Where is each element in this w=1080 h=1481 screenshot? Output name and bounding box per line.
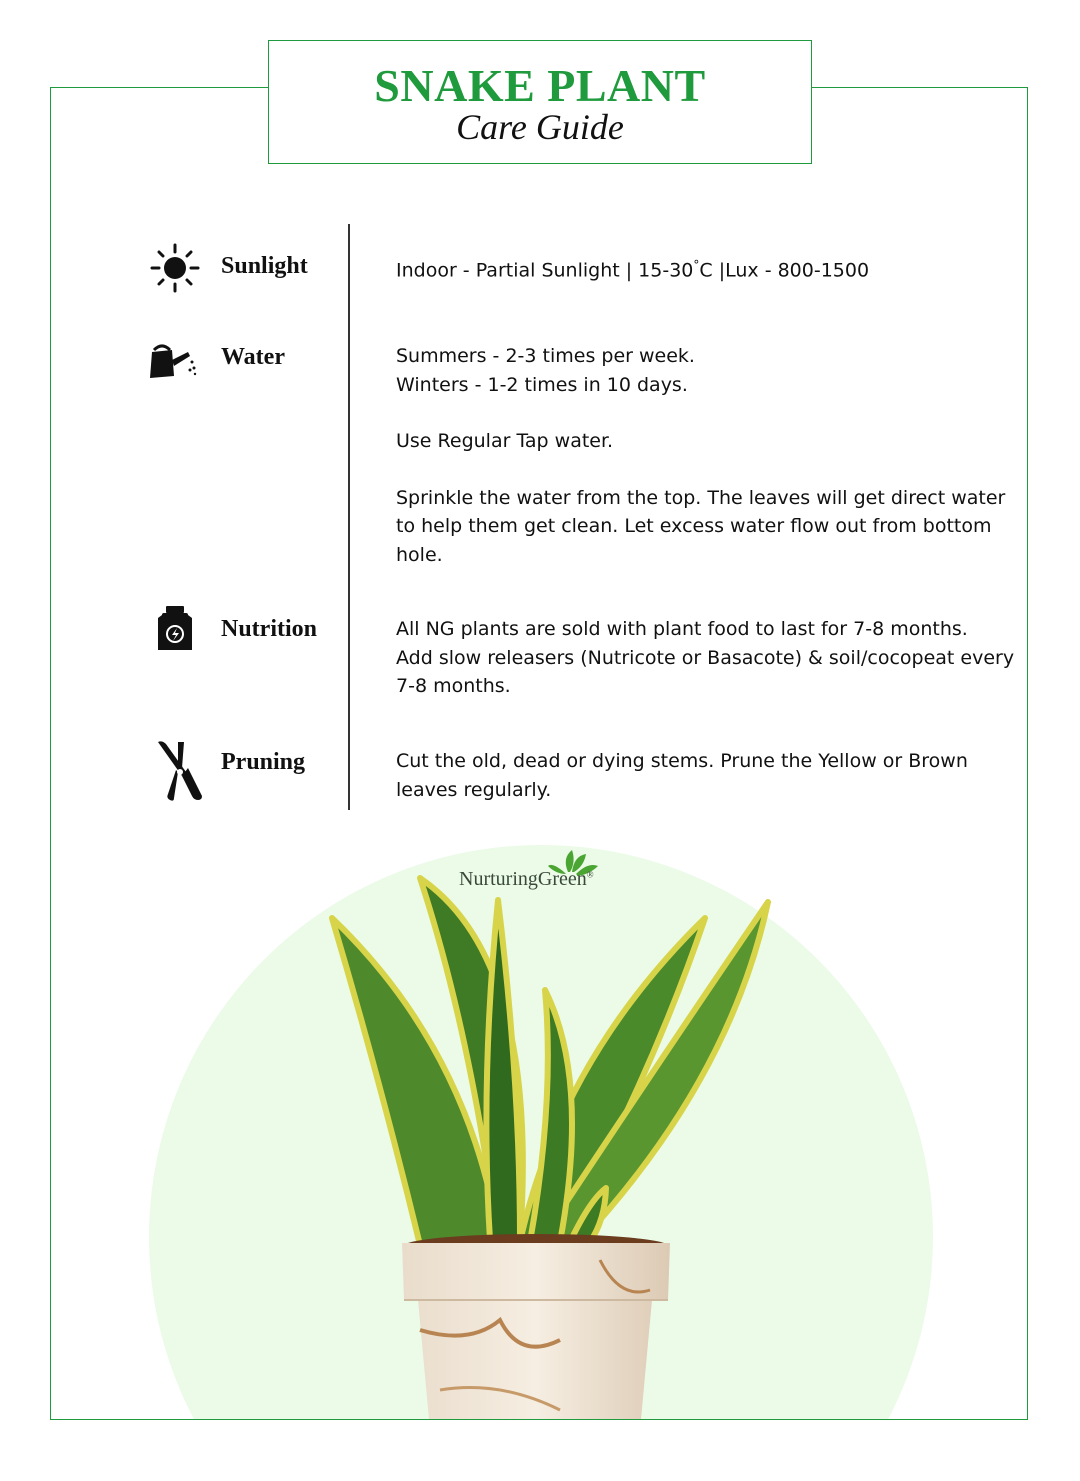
water-line: Summers - 2-3 times per week. — [396, 345, 695, 367]
registered-mark: ® — [586, 869, 594, 880]
brand-logo — [459, 868, 594, 891]
page-title: SNAKE PLANT — [374, 60, 706, 111]
degree-symbol: ° — [693, 258, 700, 272]
sunlight-text-b: C |Lux - 800-1500 — [699, 259, 870, 282]
brand-logo-text: NurturingGreen — [459, 868, 587, 890]
pruning-line: Cut the old, dead or dying stems. Prune the Yellow or Brown leaves regularly. — [396, 750, 968, 801]
nutrition-line: All NG plants are sold with plant food to last for 7-8 months. — [396, 618, 968, 640]
nutrition-line: Add slow releasers (Nutricote or Basacote) & soil/cocopeat every 7-8 months. — [396, 646, 1015, 697]
water-line: Use Regular Tap water. — [396, 430, 614, 452]
water-label: Water — [221, 344, 285, 370]
pruning-label: Pruning — [221, 749, 306, 775]
nutrition-label: Nutrition — [221, 616, 317, 642]
sunlight-label: Sunlight — [221, 253, 308, 279]
sunlight-text-a: Indoor - Partial Sunlight | 15-30 — [396, 259, 694, 282]
water-line: Winters - 1-2 times in 10 days. — [396, 373, 688, 396]
page-subtitle: Care Guide — [456, 107, 624, 147]
water-line: Sprinkle the water from the top. The leaves will get direct water to help them get clean. Let excess water flow out from bottom hole. — [396, 486, 1006, 566]
